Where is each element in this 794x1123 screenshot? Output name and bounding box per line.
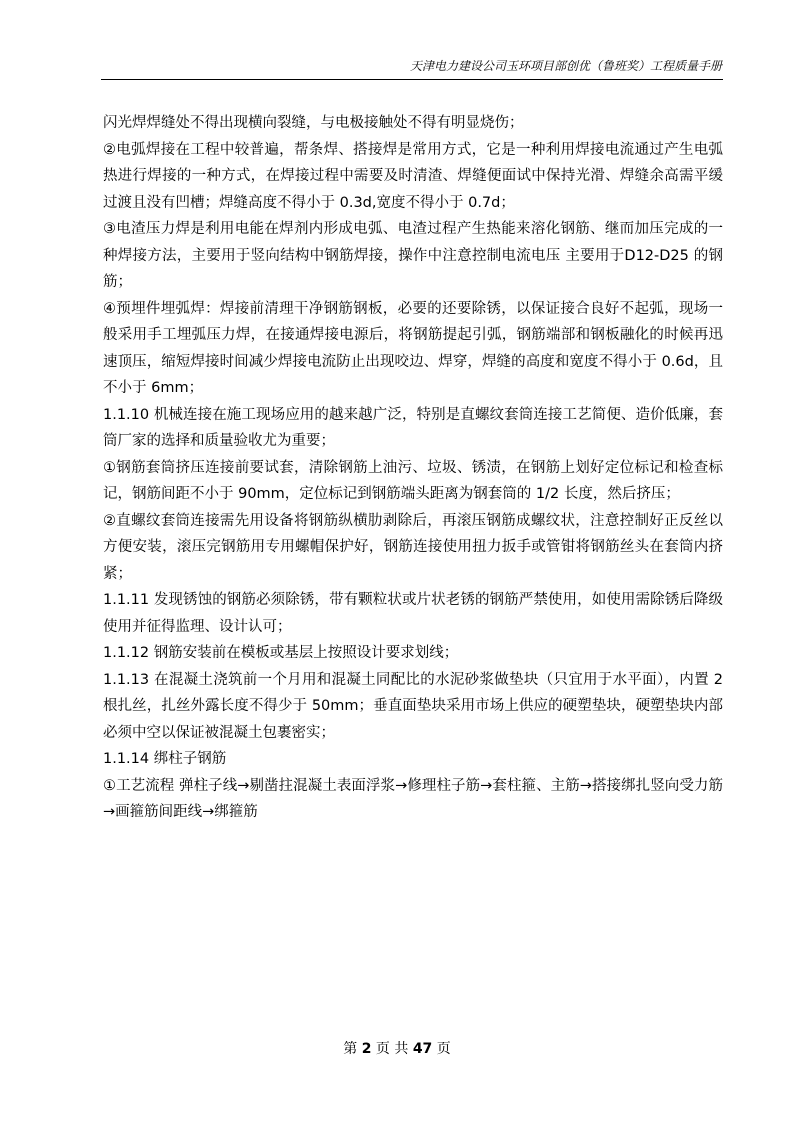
paragraph: 闪光焊焊缝处不得出现横向裂缝，与电极接触处不得有明显烧伤； [103,115,524,131]
paragraph: ②电弧焊接在工程中较普遍，帮条焊、搭接焊是常用方式，它是一种利用焊接电流通过产生电弧热进行焊接的一种方式，在焊接过程中需要及时清渣、焊缝便面试中保持光滑、焊缝余高需平缓过渡且没有凹槽；焊缝高度不得小于 0.3d,宽度不得小于 0.7d； [103,141,723,211]
paragraph: ④预埋件埋弧焊：焊接前清理干净钢筋钢板，必要的还要除锈，以保证接合良好不起弧，现场一般采用手工埋弧压力焊，在接通焊接电源后，将钢筋提起引弧，钢筋端部和钢板融化的时候再迅速顶压，缩短焊接时间减少焊接电流防止出现咬边、焊穿，焊缝的高度和宽度不得小于 0.6d，且不小于 6mm； [103,300,723,396]
paragraph: 1.1.13 在混凝土浇筑前一个月用和混凝土同配比的水泥砂浆做垫块（只宜用于水平面），内置 2 根扎丝，扎丝外露长度不得少于 50mm；垂直面垫块采用市场上供应的硬塑垫块，硬塑垫块内部必须中空以保证被混凝土包裹密实； [103,671,723,741]
paragraph: ①工艺流程 弹柱子线→剔凿拄混凝土表面浮浆→修理柱子筋→套柱箍、主筋→搭接绑扎竖向受力筋→画箍筋间距线→绑箍筋 [103,777,723,820]
paragraph: ③电渣压力焊是利用电能在焊剂内形成电弧、电渣过程产生热能来溶化钢筋、继而加压完成的一种焊接方法，主要用于竖向结构中钢筋焊接，操作中注意控制电流电压 主要用于D12-D25 的钢筋； [103,221,723,290]
footer-middle: 页 共 [375,1041,409,1057]
paragraph: 1.1.10 机械连接在施工现场应用的越来越广泛，特别是直螺纹套筒连接工艺简便、造价低廉，套筒厂家的选择和质量验收尤为重要； [103,406,723,449]
page-footer [0,1038,794,1058]
footer-prefix: 第 [343,1041,358,1057]
running-header: 天津电力建设公司玉环项目部创优（鲁班奖）工程质量手册 [409,59,722,73]
paragraph: 1.1.12 钢筋安装前在模板或基层上按照设计要求划线； [103,645,459,661]
paragraph: 1.1.14 绑柱子钢筋 [103,751,227,767]
footer-suffix: 页 [436,1041,451,1057]
paragraph: ②直螺纹套筒连接需先用设备将钢筋纵横肋剥除后，再滚压钢筋成螺纹状，注意控制好正反丝以方便安装，滚压完钢筋用专用螺帽保护好，钢筋连接使用扭力扳手或管钳将钢筋丝头在套筒内挤紧； [103,512,723,582]
total-pages: 47 [412,1041,433,1057]
page-number: 2 [361,1041,372,1057]
paragraph: 1.1.11 发现锈蚀的钢筋必须除锈，带有颗粒状或片状老锈的钢筋严禁使用，如使用需除锈后降级使用并征得监理、设计认可； [103,592,723,635]
paragraph: ①钢筋套筒挤压连接前要试套，清除钢筋上油污、垃圾、锈渍，在钢筋上划好定位标记和检查标记，钢筋间距不小于 90mm，定位标记到钢筋端头距离为钢套筒的 1/2 长度，然后挤压； [103,459,723,502]
header-divider [101,79,723,80]
body-text [103,110,723,826]
